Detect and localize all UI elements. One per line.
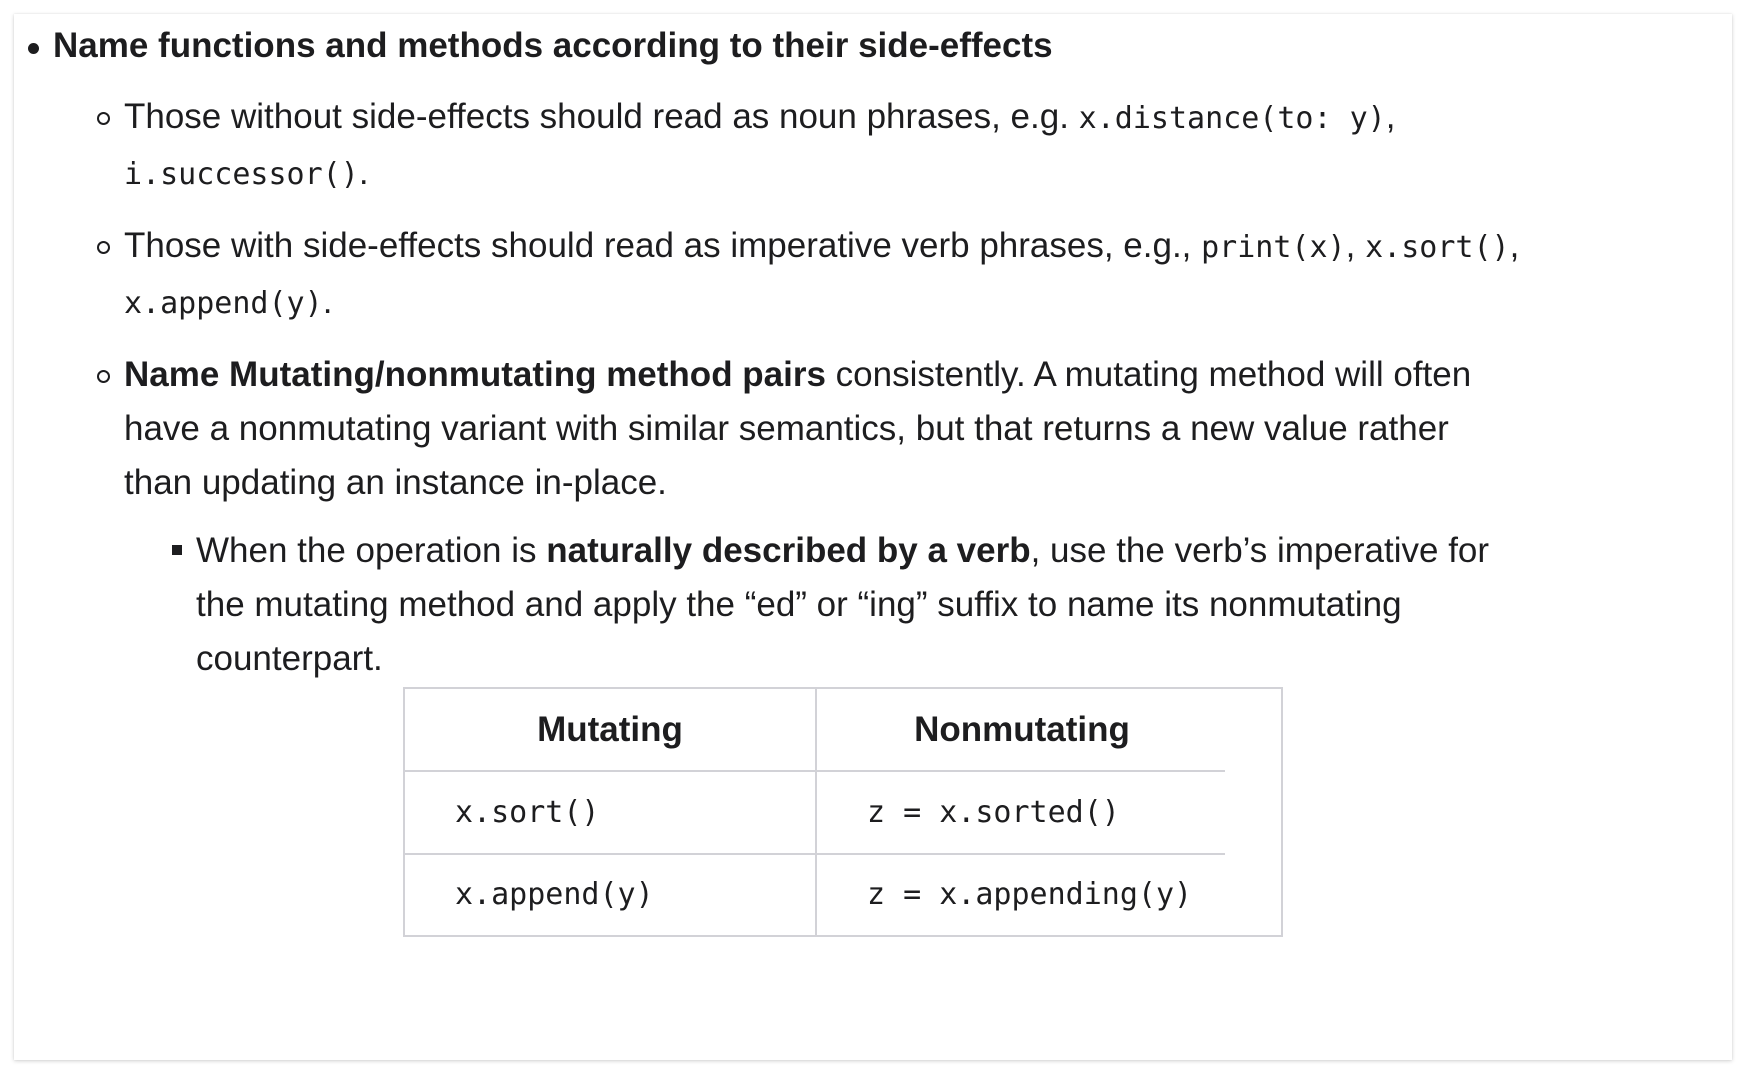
method-pairs-bold: Name Mutating/nonmutating method pairs — [124, 355, 826, 394]
bullet-circle — [97, 112, 110, 125]
code-append: x.append(y) — [124, 286, 323, 321]
period: . — [358, 153, 369, 192]
document-content — [14, 14, 1732, 1060]
table-header-nonmutating: Nonmutating — [914, 710, 1130, 749]
period: . — [322, 282, 333, 321]
noun-phrase-item — [124, 90, 1544, 202]
bullet-circle — [97, 370, 110, 383]
code-print: print(x) — [1201, 230, 1346, 265]
mutating-table — [403, 687, 1283, 937]
table-cell-sort: x.sort() — [455, 795, 600, 830]
noun-phrase-text: Those without side-effects should read as noun phrases, e.g. — [124, 97, 1079, 136]
code-successor: i.successor() — [124, 157, 359, 192]
table-cell-append: x.append(y) — [455, 877, 654, 912]
verb-rule-bold: naturally described by a verb — [546, 531, 1031, 570]
code-distance: x.distance(to: y) — [1078, 101, 1386, 136]
separator: , — [1385, 97, 1396, 136]
separator: , — [1509, 226, 1520, 265]
verb-phrase-text: Those with side-effects should read as imperative verb phrases, e.g., — [124, 226, 1202, 265]
verb-rule-item — [196, 524, 1496, 686]
code-sort: x.sort() — [1365, 230, 1510, 265]
bullet-disc — [28, 43, 39, 54]
verb-rule-text-2: , use the verb’s imperative for the mutating method and apply the “ed” or “ing” suffix to name its nonmutating counterpart. — [196, 531, 1490, 678]
table-cell-sorted: z = x.sorted() — [867, 795, 1120, 830]
verb-rule-text-1: When the operation is — [196, 531, 547, 570]
verb-phrase-item — [124, 219, 1544, 331]
section-heading: Name functions and methods according to their side-effects — [53, 26, 1053, 65]
method-pairs-text: consistently. A mutating method will often have a nonmutating variant with similar semantics, but that returns a new value rather than updating an instance in-place. — [124, 355, 1472, 502]
table-cell-appending: z = x.appending(y) — [867, 877, 1193, 912]
method-pairs-item — [124, 348, 1514, 510]
separator: , — [1345, 226, 1366, 265]
document-card — [14, 14, 1732, 1060]
bullet-square — [172, 545, 182, 555]
bullet-circle — [97, 241, 110, 254]
table-header-mutating: Mutating — [537, 710, 683, 749]
